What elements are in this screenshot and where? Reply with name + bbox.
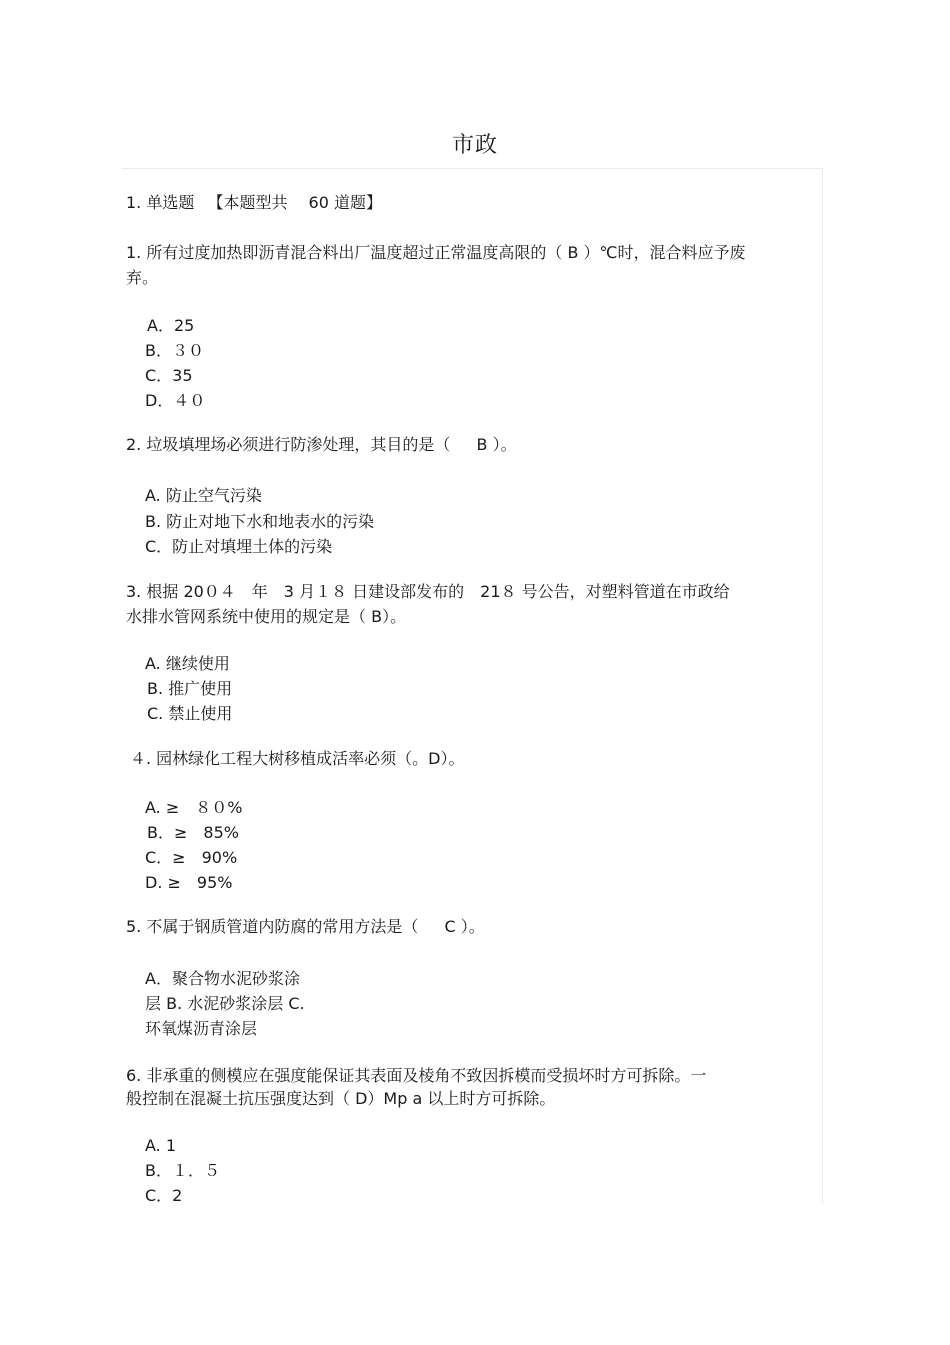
question-2-stem: 2. 垃圾填埋场必须进行防渗处理，其目的是（ B ）。 <box>126 435 517 454</box>
question-4-option-c: C．≥ 90% <box>145 848 238 867</box>
question-3-option-c: C. 禁止使用 <box>147 704 233 723</box>
question-6-option-c: C．2 <box>145 1186 183 1205</box>
question-2-option-b: B. 防止对地下水和地表水的污染 <box>145 512 375 531</box>
question-4-stem: ４. 园林绿化工程大树移植成活率必须（。D）。 <box>130 749 465 768</box>
question-1-option-a: A．25 <box>147 316 195 335</box>
question-3-stem: 3. 根据 20０４ 年 3 月１８ 日建设部发布的 21８ 号公告，对塑料管道在市政给 <box>126 582 730 601</box>
question-5-stem: 5. 不属于钢质管道内防腐的常用方法是（ C ）。 <box>126 917 485 936</box>
question-5-option-line2: 层 B. 水泥砂浆涂层 C. <box>145 994 305 1013</box>
question-1-stem: 1. 所有过度加热即沥青混合料出厂温度超过正常温度高限的（ B ）℃时，混合料应予废 <box>126 243 746 262</box>
question-2-option-a: A. 防止空气污染 <box>145 486 262 505</box>
question-4-option-d: D. ≥ 95% <box>145 873 233 892</box>
question-4-option-b: B．≥ 85% <box>147 823 239 842</box>
question-3-stem-cont: 水排水管网系统中使用的规定是（ B）。 <box>126 607 407 626</box>
question-6-option-b: B．１．５ <box>145 1161 220 1180</box>
page-title: 市政 <box>451 133 498 158</box>
question-6-stem: 6. 非承重的侧模应在强度能保证其表面及棱角不致因拆模而受损坏时方可拆除。一 <box>126 1066 707 1085</box>
section-header: 1. 单选题 【本题型共 60 道题】 <box>126 193 382 212</box>
question-6-option-a: A. 1 <box>145 1136 177 1155</box>
question-2-option-c: C．防止对填埋土体的污染 <box>145 537 333 556</box>
question-6-stem-cont: 般控制在混凝土抗压强度达到（ D）Mp a 以上时方可拆除。 <box>126 1089 556 1108</box>
question-5-option-line1: A．聚合物水泥砂浆涂 <box>145 969 300 988</box>
question-1-option-c: C．35 <box>145 366 193 385</box>
question-1-option-d: D．４０ <box>145 391 206 410</box>
question-1-stem-cont: 弃。 <box>126 268 159 287</box>
question-1-option-b: B．３０ <box>145 341 204 360</box>
question-5-option-line3: 环氧煤沥青涂层 <box>145 1019 258 1038</box>
question-4-option-a: A. ≥ ８０% <box>145 798 243 817</box>
question-3-option-b: B. 推广使用 <box>147 679 233 698</box>
question-3-option-a: A. 继续使用 <box>145 654 230 673</box>
